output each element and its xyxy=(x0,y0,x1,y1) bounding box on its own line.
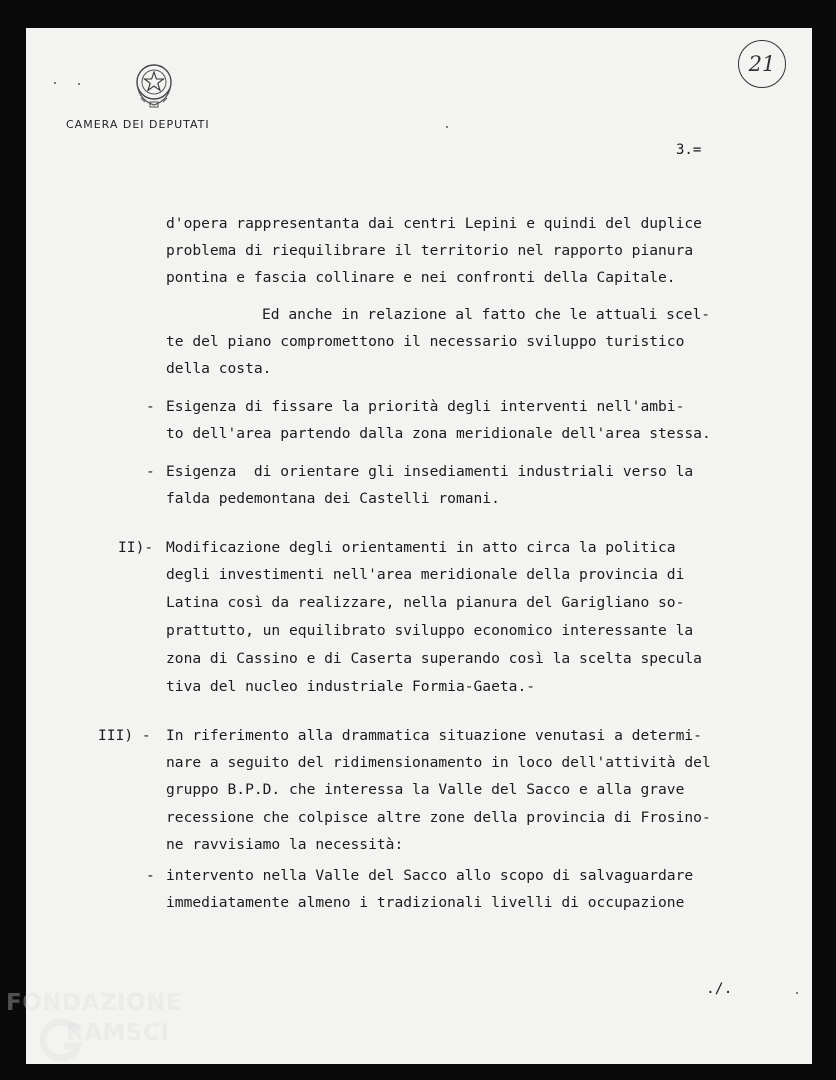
text-line: Modificazione degli orientamenti in atto circa la politica xyxy=(166,539,676,556)
text-line: della costa. xyxy=(166,360,272,377)
section-iii-marker: III) - xyxy=(98,727,151,744)
text-line: Esigenza di orientare gli insediamenti industriali verso la xyxy=(166,463,694,480)
speck xyxy=(796,992,798,994)
text-line: falda pedemontana dei Castelli romani. xyxy=(166,490,500,507)
text-line: Latina così da realizzare, nella pianura del Garigliano so- xyxy=(166,594,685,611)
text-line: to dell'area partendo dalla zona meridionale dell'area stessa. xyxy=(166,425,711,442)
text-line: tiva del nucleo industriale Formia-Gaeta.- xyxy=(166,678,536,695)
text-line: pontina e fascia collinare e nei confronti della Capitale. xyxy=(166,269,676,286)
text-line: intervento nella Valle del Sacco allo scopo di salvaguardare xyxy=(166,867,694,884)
text-line: zona di Cassino e di Caserta superando così la scelta specula xyxy=(166,650,702,667)
speck xyxy=(446,126,448,128)
text-line: Ed anche in relazione al fatto che le attuali scel- xyxy=(262,306,711,323)
text-line: In riferimento alla drammatica situazione venutasi a determi- xyxy=(166,727,702,744)
text-line: immediatamente almeno i tradizionali livelli di occupazione xyxy=(166,894,685,911)
watermark-line2: RAMSCI xyxy=(66,1020,170,1046)
continuation-mark: ./. xyxy=(706,980,733,997)
watermark-line1: FONDAZIONE xyxy=(6,990,183,1016)
document-page xyxy=(26,28,812,1064)
italian-republic-emblem-icon xyxy=(131,58,177,110)
text-line: degli investimenti nell'area meridionale della provincia di xyxy=(166,566,685,583)
speck xyxy=(54,82,56,84)
text-line: recessione che colpisce altre zone della provincia di Frosino- xyxy=(166,809,711,826)
text-line: ne ravvisiamo la necessità: xyxy=(166,836,404,853)
text-line: nare a seguito del ridimensionamento in loco dell'attività del xyxy=(166,754,711,771)
page-stamp-number: 21 xyxy=(738,40,786,88)
text-line: prattutto, un equilibrato sviluppo economico interessante la xyxy=(166,622,694,639)
text-line: Esigenza di fissare la priorità degli interventi nell'ambi- xyxy=(166,398,685,415)
page-number: 3.= xyxy=(676,142,702,158)
text-line: problema di riequilibrare il territorio nel rapporto pianura xyxy=(166,242,694,259)
text-line: gruppo B.P.D. che interessa la Valle del Sacco e alla grave xyxy=(166,781,685,798)
chamber-name: CAMERA DEI DEPUTATI xyxy=(66,118,210,131)
bullet-dash: - xyxy=(146,398,155,415)
text-line: te del piano compromettono il necessario sviluppo turistico xyxy=(166,333,685,350)
speck xyxy=(78,83,80,85)
section-ii-marker: II)- xyxy=(118,539,154,556)
text-line: d'opera rappresentanta dai centri Lepini e quindi del duplice xyxy=(166,215,702,232)
fondazione-gramsci-watermark xyxy=(6,990,206,1072)
bullet-dash: - xyxy=(146,867,155,884)
bullet-dash: - xyxy=(146,463,155,480)
